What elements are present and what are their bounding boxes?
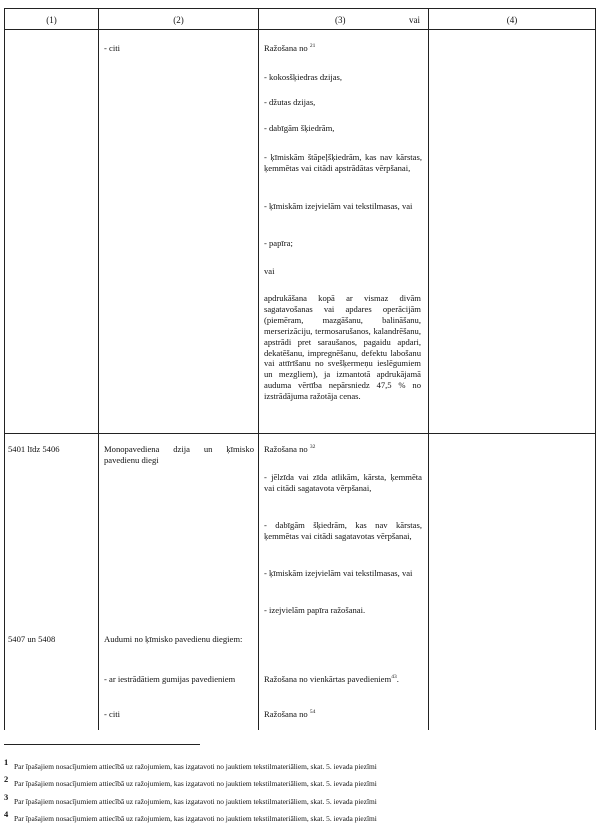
table-border-col2 bbox=[98, 30, 99, 730]
table-border-col4 bbox=[428, 30, 429, 730]
section2-item-4: - izejvielām papīra ražošanai. bbox=[264, 605, 366, 615]
header-col1 bbox=[4, 8, 98, 30]
section2-code: 5401 līdz 5406 bbox=[8, 444, 60, 454]
footnote-number: 1 bbox=[4, 757, 9, 767]
section2-item-2: - dabīgām šķiedrām, kas nav kārstas, ķemmētas vai citādi sagatavotas vērpšanai, bbox=[264, 520, 422, 541]
section1-item-1: - kokosšķiedras dzijas, bbox=[264, 72, 343, 82]
footnote-text: Par īpašajiem nosacījumiem attiecībā uz ražojumiem, kas izgatavoti no jauktiem tekstilmateriāliem, skat. 5. ievada piezīmi bbox=[14, 779, 377, 788]
section2-description: Monopavediena dzija un ķīmisko pavedienu diegi bbox=[104, 444, 254, 465]
section1-col2-text: - citi bbox=[104, 43, 120, 53]
footnote-number: 3 bbox=[4, 792, 9, 802]
header-col1-label: (1) bbox=[46, 15, 57, 25]
section3-sub1-label: - ar iestrādātiem gumijas pavedieniem bbox=[104, 674, 236, 684]
header-col2-label: (2) bbox=[173, 15, 184, 25]
table-border-col3 bbox=[258, 30, 259, 730]
section2-item-3: - ķīmiskām izejvielām vai tekstilmasas, vai bbox=[264, 568, 413, 578]
table-border-left bbox=[4, 30, 5, 730]
footnote-text: Par īpašajiem nosacījumiem attiecībā uz ražojumiem, kas izgatavoti no jauktiem tekstilmateriāliem, skat. 5. ievada piezīmi bbox=[14, 762, 377, 771]
header-col4 bbox=[428, 8, 596, 30]
section1-item-2: - džutas dzijas, bbox=[264, 97, 316, 107]
footnote-ref: 21 bbox=[309, 43, 316, 50]
header-col3-or: vai bbox=[409, 15, 420, 25]
section1-item-6: - papīra; bbox=[264, 238, 293, 248]
table-row-divider bbox=[4, 433, 596, 434]
footnote-number: 4 bbox=[4, 809, 9, 819]
section3-sub2-rule-text: Ražošana no bbox=[264, 709, 308, 719]
section2-col3-intro-text: Ražošana no bbox=[264, 444, 308, 454]
header-col3-label: (3) bbox=[335, 15, 346, 25]
footnote-text: Par īpašajiem nosacījumiem attiecībā uz ražojumiem, kas izgatavoti no jauktiem tekstilmateriāliem, skat. 5. ievada piezīmi bbox=[14, 814, 377, 823]
footnote-separator bbox=[4, 744, 200, 745]
section3-sub2-label: - citi bbox=[104, 709, 120, 719]
header-col2 bbox=[98, 8, 258, 30]
footnote-ref: 32 bbox=[309, 444, 316, 451]
footnote-number: 2 bbox=[4, 774, 9, 784]
section3-description: Audumi no ķīmisko pavedienu diegiem: bbox=[104, 634, 243, 644]
footnote-text: Par īpašajiem nosacījumiem attiecībā uz ražojumiem, kas izgatavoti no jauktiem tekstilmateriāliem, skat. 5. ievada piezīmi bbox=[14, 797, 377, 806]
header-col3 bbox=[258, 8, 428, 30]
footnote-ref: 54 bbox=[309, 709, 316, 716]
section3-sub1-rule: Ražošana no vienkārtas pavedieniem$^{43}$. bbox=[264, 674, 399, 684]
section3-sub2-rule bbox=[264, 709, 424, 720]
section1-item-4: - ķīmiskām štāpeļšķiedrām, kas nav kārstas, ķemmētas vai citādi apstrādātas vērpšanai, bbox=[264, 152, 422, 173]
section2-col3-intro bbox=[264, 444, 424, 455]
section1-col3-intro bbox=[264, 43, 424, 54]
section1-item-5: - ķīmiskām izejvielām vai tekstilmasas, vai bbox=[264, 201, 413, 211]
section2-item-1: - jēlzīda vai zīda atlikām, kārsta, ķemmēta vai citādi sagatavota vērpšanai, bbox=[264, 472, 422, 493]
section3-sub1-rule-text: Ražošana no vienkārtas pavedieniem bbox=[264, 674, 392, 684]
header-col4-label: (4) bbox=[506, 15, 518, 25]
section3-code: 5407 un 5408 bbox=[8, 634, 56, 644]
section1-or: vai bbox=[264, 266, 275, 276]
section1-item-3: - dabīgām šķiedrām, bbox=[264, 123, 335, 133]
table-border-right bbox=[595, 30, 596, 730]
section1-col3-intro-text: Ražošana no bbox=[264, 43, 308, 53]
section1-print-condition: apdrukāšana kopā ar vismaz divām sagatavošanas vai apdares operācijām (piemēram, mazgāšanu, balināšanu, merserizāciju, termosarušanos, kalandrēšanu, apstrādi pret saraušanos, pagaidu apdari, dekatēšanu, impregnēšanu, defektu labošanu vai attīrīšanu no svešķermeņu ieslēgumiem un mezgliem), ja izmantotā apdrukājamā auduma vērtība nepārsniedz 47,5 % no izstrādājuma ražotāja cenas. bbox=[264, 293, 421, 402]
footnote-ref: 43 bbox=[391, 674, 397, 681]
